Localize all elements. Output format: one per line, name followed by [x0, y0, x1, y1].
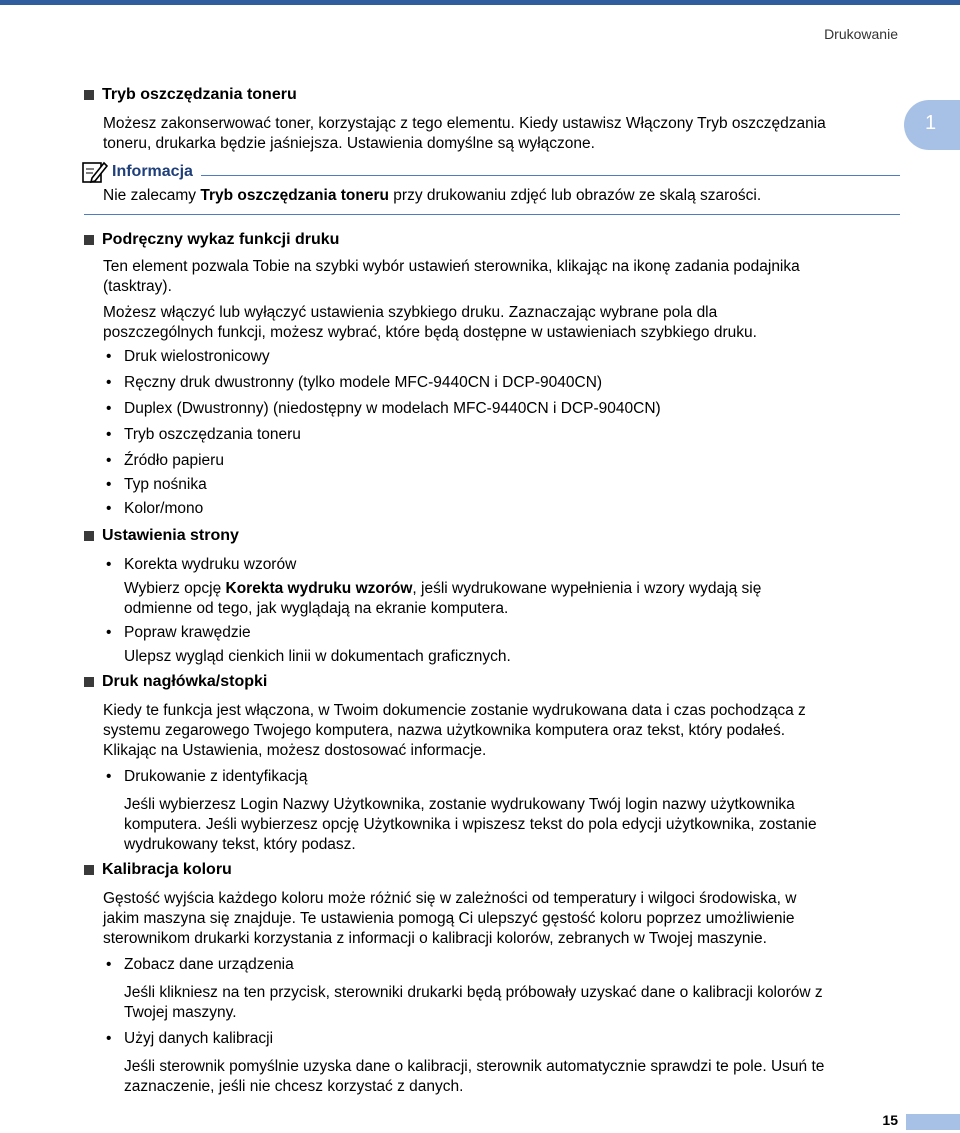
- list-item: • Typ nośnika: [106, 476, 207, 493]
- note-text: Nie zalecamy Tryb oszczędzania toneru przy drukowaniu zdjęć lub obrazów ze skalą szarości.: [103, 187, 762, 204]
- list-item: • Druk wielostronicowy: [106, 348, 270, 365]
- section-header-footer: Druk nagłówka/stopki Kiedy te funkcja jest włączona, w Twoim dokumencie zostanie wydrukowana data i czas pochodząca z systemu zegarowego Twojego komputera, nazwa użytkownika komputera oraz tekst, który podałeś. Klikając na Ustawienia, możesz dostosować informacje. • Drukowanie z identyfikacją Jeśli wybierzesz Login Nazwy Użytkownika, zostanie wydrukowany Twój login nazwy użytkownika komputera. Jeśli wybierzesz opcję Użytkownika i wpiszesz tekst do pola edycji użytkownika, zostanie wydrukowany tekst, który podasz.: [84, 671, 900, 855]
- chapter-tab: [904, 100, 960, 150]
- page-number: 15: [882, 1112, 898, 1128]
- list-item: • Zobacz dane urządzenia: [106, 956, 294, 973]
- list-item: • Źródło papieru: [106, 452, 224, 469]
- note-rule: [201, 175, 900, 176]
- running-header: Drukowanie: [824, 26, 898, 42]
- list-item: • Użyj danych kalibracji: [106, 1030, 274, 1047]
- list-item: • Duplex (Dwustronny) (niedostępny w modelach MFC-9440CN i DCP-9040CN): [106, 400, 661, 417]
- square-bullet-icon: [84, 865, 94, 875]
- section-page-setup: Ustawienia strony • Korekta wydruku wzorów Wybierz opcję Korekta wydruku wzorów, jeśli wydrukowane wypełnienia i wzory wydają się odmienne od tego, jak wyglądają na ekranie komputera. • Popraw krawędzie Ulepsz wygląd cienkich linii w dokumentach graficznych.: [84, 525, 900, 667]
- section-color-calibration: Kalibracja koloru Gęstość wyjścia każdego koloru może różnić się w zależności od temperatury i wilgoci środowiska, w jakim maszyna się znajduje. Te ustawienia pomogą Ci ulepszyć gęstość koloru poprzez umożliwienie sterownikom drukarki korzystania z informacji o kalibracji kolorów, zebranych w Twojej maszynie. • Zobacz dane urządzenia Jeśli klikniesz na ten przycisk, sterowniki drukarki będą próbowały uzyskać dane o kalibracji kolorów z Twojej maszyny. • Użyj danych kalibracji Jeśli sterownik pomyślnie uzyska dane o kalibracji, sterownik automatycznie sprawdzi te pole. Usuń te zaznaczenie, jeśli nie chcesz korzystać z danych.: [84, 859, 900, 1097]
- list-item: • Tryb oszczędzania toneru: [106, 426, 301, 443]
- section-body: Możesz zakonserwować toner, korzystając z tego elementu. Kiedy ustawisz Włączony Tryb oszczędzania toneru, drukarka będzie jaśniejsza. Ustawienia domyślne są wyłączone.: [103, 115, 826, 152]
- note-bottom-rule: [84, 214, 900, 215]
- section-title: Podręczny wykaz funkcji druku: [84, 229, 900, 251]
- pencil-note-icon: [82, 160, 108, 184]
- section-title: Ustawienia strony: [84, 525, 900, 547]
- note-label: Informacja: [112, 163, 193, 180]
- section-quick-print: Podręczny wykaz funkcji druku Ten element pozwala Tobie na szybki wybór ustawień sterownika, klikając na ikonę zadania podajnika (tasktray). Możesz włączyć lub wyłączyć ustawienia szybkiego druku. Zaznaczając wybrane pola dla poszczególnych funkcji, możesz wybrać, które będą dostępne w ustawieniach szybkiego druku. • Druk wielostronicowy • Ręczny druk dwustronny (tylko modele MFC-9440CN i DCP-9040CN) • Duplex (Dwustronny) (niedostępny w modelach MFC-9440CN i DCP-9040CN) • Tryb oszczędzania toneru • Źródło papieru • Typ nośnika • Kolor/mono: [84, 229, 900, 523]
- chapter-number: 1: [925, 112, 937, 134]
- feature-list: [106, 347, 900, 523]
- list-item: • Korekta wydruku wzorów: [106, 556, 297, 573]
- note-box: [84, 160, 900, 215]
- list-item: • Kolor/mono: [106, 500, 204, 517]
- page-number-bar: [906, 1114, 960, 1130]
- list-item: • Drukowanie z identyfikacją: [106, 768, 308, 785]
- square-bullet-icon: [84, 235, 94, 245]
- list-item: • Popraw krawędzie: [106, 624, 251, 641]
- square-bullet-icon: [84, 90, 94, 100]
- section-title: Druk nagłówka/stopki: [84, 671, 900, 693]
- page-content: [84, 84, 900, 1097]
- list-item: • Ręczny druk dwustronny (tylko modele MFC-9440CN i DCP-9040CN): [106, 374, 603, 391]
- square-bullet-icon: [84, 531, 94, 541]
- square-bullet-icon: [84, 677, 94, 687]
- top-rule: [0, 0, 960, 5]
- section-title: Tryb oszczędzania toneru: [84, 84, 900, 106]
- section-toner-save: [84, 84, 900, 154]
- section-title: Kalibracja koloru: [84, 859, 900, 881]
